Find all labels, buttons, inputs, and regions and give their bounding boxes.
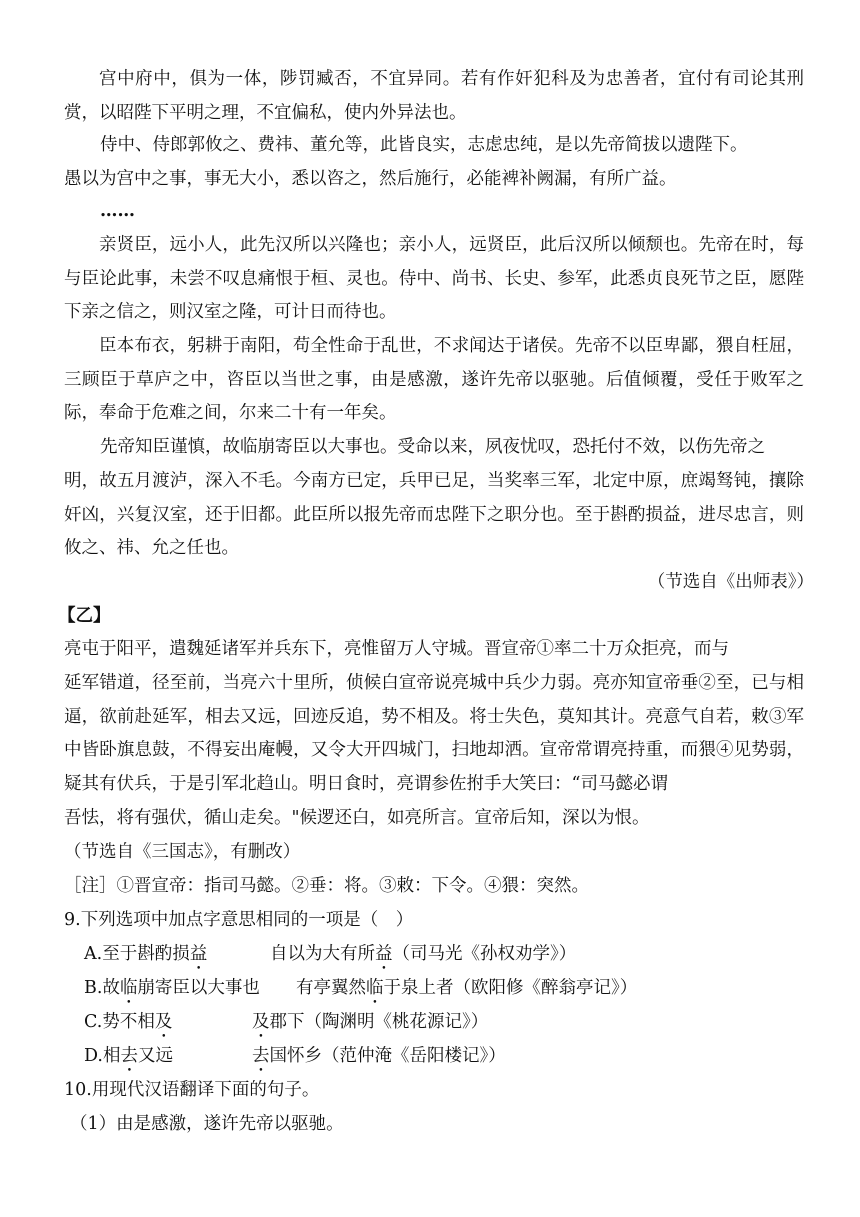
passage-jia-paragraph-2: 侍中、侍郎郭攸之、费祎、董允等，此皆良实，志虑忠纯，是以先帝简拔以遗陛下。: [100, 135, 748, 155]
ellipsis: ……: [100, 201, 135, 221]
question-9-option-b[interactable]: B.故临崩寄臣以大事也 有亭翼然临于泉上者（欧阳修《醉翁亭记》）: [84, 973, 260, 1008]
passage-jia-source: （节选自《出师表》）: [647, 572, 814, 592]
passage-yi-line-last: 吾怯，将有强伏，循山走矣。"候逻还白，如亮所言。宣帝后知，深以为恨。: [64, 808, 650, 828]
passage-jia-paragraph-6-line-1: 先帝知臣谨慎，故临崩寄臣以大事也。受命以来，夙夜忧叹，恐托付不效，以伤先帝之: [100, 437, 765, 457]
emphasis-char: 去: [120, 1046, 138, 1066]
passage-jia-paragraph-6-rest: 明，故五月渡泸，深入不毛。今南方已定，兵甲已足，当奖率三军，北定中原，庶竭驽钝，攘除奸凶，兴复汉室，还于旧都。此臣所以报先帝而忠陛下之职分也。至于斟酌损益，进尽忠言，则攸之、祎、允之任也。: [64, 471, 804, 558]
question-9-stem: 9.下列选项中加点字意思相同的一项是（ ）: [64, 910, 414, 930]
option-d-reference: 去国怀乡（范仲淹《岳阳楼记》）: [252, 1046, 506, 1066]
emphasis-char: 临: [366, 978, 384, 998]
passage-yi-line-1: 亮屯于阳平，遣魏延诸军并兵东下，亮惟留万人守城。晋宣帝①率二十万众拒亮，而与: [64, 639, 729, 659]
option-a-reference: 自以为大有所益（司马光《孙权劝学》）: [270, 944, 577, 964]
passage-yi-body: 延军错道，径至前，当亮六十里所，侦候白宣帝说亮城中兵少力弱。亮亦知宣帝垂②至，已与相逼，欲前赴延军，相去又远，回迹反追，势不相及。将士失色，莫知其计。亮意气自若，敕③军中皆卧旗息鼓，不得妄出庵幔，又令大开四城门，扫地却洒。宣帝常谓亮持重，而猥④见势弱，疑其有伏兵，于是引军北趋山。明日食时，亮谓参佐拊手大笑曰：“司马懿必谓: [64, 673, 804, 794]
passage-jia-paragraph-5: 臣本布衣，躬耕于南阳，苟全性命于乱世，不求闻达于诸侯。先帝不以臣卑鄙，猥自枉屈，三顾臣于草庐之中，咨臣以当世之事，由是感激，遂许先帝以驱驰。后值倾覆，受任于败军之际，奉命于危难之间，尔来二十有一年矣。: [64, 336, 804, 423]
passage-jia-paragraph-1: 宫中府中，俱为一体，陟罚臧否，不宜异同。若有作奸犯科及为忠善者，宜付有司论其刑赏，以昭陛下平明之理，不宜偏私，使内外异法也。: [64, 69, 804, 123]
option-b-reference: 有亭翼然临于泉上者（欧阳修《醉翁亭记》）: [296, 978, 638, 998]
passage-yi-note: ［注］①晋宣帝：指司马懿。②垂：将。③敕：下令。④猥：突然。: [64, 876, 589, 896]
question-9-option-a[interactable]: A.至于斟酌损益 自以为大有所益（司马光《孙权劝学》）: [84, 939, 207, 974]
question-9-option-c[interactable]: C.势不相及 及郡下（陶渊明《桃花源记》）: [84, 1007, 172, 1042]
passage-yi-heading: 【乙】: [58, 606, 111, 626]
emphasis-char: 去: [252, 1046, 270, 1066]
option-c-reference: 及郡下（陶渊明《桃花源记》）: [252, 1012, 489, 1032]
question-10-item-1: （1）由是感激，遂许先帝以驱驰。: [70, 1114, 344, 1134]
emphasis-char: 益: [375, 944, 393, 964]
emphasis-char: 益: [189, 944, 208, 964]
passage-yi-source: （节选自《三国志》，有删改）: [64, 842, 301, 862]
question-10-stem: 10.用现代汉语翻译下面的句子。: [64, 1080, 320, 1100]
passage-jia-paragraph-3: 愚以为宫中之事，事无大小，悉以咨之，然后施行，必能裨补阙漏，有所广益。: [64, 169, 677, 189]
question-9-option-d[interactable]: D.相去又远 去国怀乡（范仲淹《岳阳楼记》）: [84, 1041, 173, 1076]
emphasis-char: 临: [119, 978, 138, 998]
passage-jia-paragraph-4: 亲贤臣，远小人，此先汉所以兴隆也；亲小人，远贤臣，此后汉所以倾颓也。先帝在时，每与臣论此事，未尝不叹息痛恨于桓、灵也。侍中、尚书、长史、参军，此悉贞良死节之臣，愿陛下亲之信之，则汉室之隆，可计日而待也。: [64, 235, 804, 322]
emphasis-char: 及: [154, 1012, 173, 1032]
emphasis-char: 及: [252, 1012, 270, 1032]
